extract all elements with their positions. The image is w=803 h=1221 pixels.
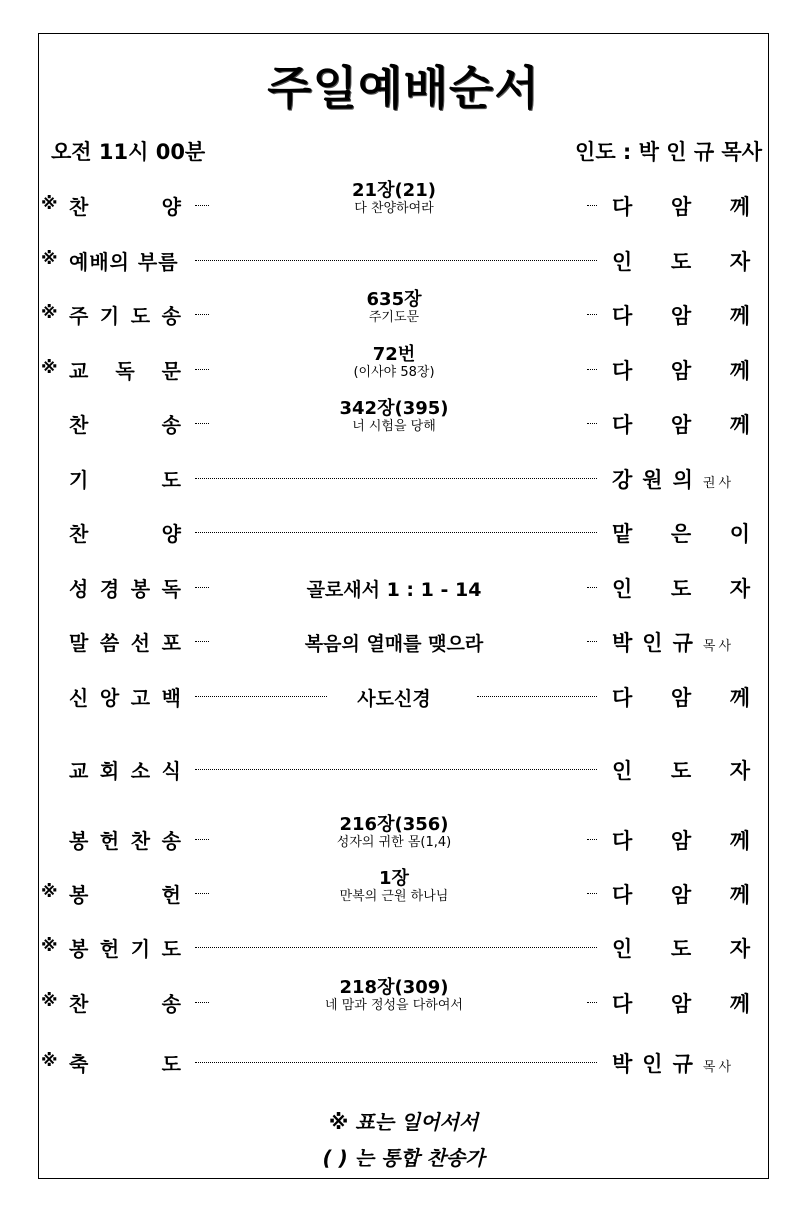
item-name-char: 도 (130, 304, 151, 328)
item-leader (612, 988, 750, 1018)
item-name-char: 도 (161, 937, 181, 961)
item-name-char: 양 (161, 522, 181, 546)
item-name-char: 축 (69, 1052, 89, 1076)
item-leader-char: 맡 (612, 522, 633, 546)
item-leader (612, 409, 750, 439)
hymn-title: 만복의 근원 하나님 (339, 889, 449, 904)
item-leader (612, 879, 750, 909)
leader-dots (587, 587, 597, 588)
leader-dots (195, 314, 209, 315)
hymn-number: 216장(356) (339, 814, 449, 835)
standing-mark: ※ (41, 358, 58, 378)
item-detail (279, 869, 509, 905)
hymn-title: 성자의 귀한 몸(1,4) (336, 835, 452, 850)
item-leader-char: 암 (670, 829, 692, 853)
item-leader-char: 암 (670, 359, 692, 383)
hymn-number: 72번 (372, 344, 416, 365)
item-name-char: 문 (161, 359, 181, 383)
item-leader (612, 464, 750, 494)
item-name-char: 백 (161, 686, 181, 710)
item-leader-char: 도 (670, 937, 692, 961)
item-leader-char: 인 (642, 631, 663, 655)
standing-mark: ※ (41, 991, 58, 1011)
standing-mark: ※ (41, 194, 58, 214)
order-item (39, 814, 768, 864)
item-leader (612, 246, 750, 276)
item-name-char: 선 (130, 631, 151, 655)
order-item (39, 507, 768, 557)
item-leader-char: 께 (729, 304, 750, 328)
item-leader (612, 682, 750, 712)
item-name (69, 879, 181, 908)
item-leader-char: 께 (729, 195, 750, 219)
item-name-char: 말 (69, 631, 89, 655)
item-name-char: 기 (99, 304, 120, 328)
item-name-char: 신 (69, 686, 89, 710)
leader-dots (195, 260, 597, 261)
hymnal-note: ( ) 는 통합 찬송가 (322, 1146, 485, 1170)
hymn-title: 너 시험을 당해 (352, 419, 436, 434)
service-leader: 인도 : 박 인 규 목사 (575, 140, 762, 164)
item-leader-title: 목사 (702, 639, 735, 654)
item-leader-char: 자 (729, 577, 750, 601)
order-item (39, 671, 768, 721)
bulletin-frame (38, 33, 769, 1179)
order-item (39, 453, 768, 503)
item-detail (279, 345, 509, 381)
leader-dots (195, 893, 209, 894)
order-item (39, 344, 768, 394)
item-leader-char: 다 (612, 359, 633, 383)
item-leader-char: 다 (612, 413, 633, 437)
item-name (69, 191, 181, 220)
item-detail: 사도신경 (357, 688, 431, 710)
item-leader-char: 께 (729, 883, 750, 907)
order-item (39, 398, 768, 448)
item-leader-char: 다 (612, 992, 633, 1016)
item-leader-char: 암 (670, 304, 692, 328)
item-leader-char: 규 (672, 631, 693, 655)
item-detail (279, 978, 509, 1014)
item-name-char: 기 (69, 468, 89, 492)
item-detail (279, 181, 509, 217)
item-name-char: 송 (161, 304, 181, 328)
item-name-char: 찬 (69, 413, 89, 437)
item-leader-char: 의 (672, 468, 693, 492)
standing-mark: ※ (41, 303, 58, 323)
item-leader (612, 825, 750, 855)
page-title: 주일예배순서 (267, 61, 540, 115)
leader-dots (587, 205, 597, 206)
item-name (69, 409, 181, 438)
hymn-title: 네 맘과 정성을 다하여서 (325, 998, 463, 1013)
item-leader-char: 께 (729, 992, 750, 1016)
item-leader-char: 암 (670, 686, 692, 710)
order-item (39, 868, 768, 918)
hymn-number: 1장 (379, 868, 409, 889)
item-name-char: 앙 (99, 686, 120, 710)
leader-dots (587, 893, 597, 894)
leader-dots (195, 947, 597, 948)
item-leader-char: 인 (612, 250, 633, 274)
order-item (39, 180, 768, 230)
item-name (69, 988, 181, 1017)
item-detail (279, 399, 509, 435)
item-leader-char: 다 (612, 195, 633, 219)
item-leader-char: 암 (670, 413, 692, 437)
item-leader (612, 1048, 750, 1078)
item-leader-char: 인 (612, 759, 633, 783)
item-name-char: 찬 (69, 522, 89, 546)
service-time: 오전 11시 00분 (51, 140, 206, 164)
item-name (69, 682, 181, 711)
order-item (39, 616, 768, 666)
item-name (69, 825, 181, 854)
hymn-title: (이사야 58장) (353, 365, 435, 380)
item-leader-char: 규 (672, 1052, 693, 1076)
item-detail: 복음의 열매를 맺으라 (304, 633, 484, 655)
item-name-char: 고 (130, 686, 151, 710)
item-leader-char: 도 (670, 250, 692, 274)
item-name (69, 355, 181, 384)
leader-dots (587, 1002, 597, 1003)
order-item (39, 289, 768, 339)
hymn-number: 21장(21) (352, 180, 436, 201)
leader-dots (195, 369, 209, 370)
item-leader (612, 755, 750, 785)
leader-dots (195, 532, 597, 533)
item-name-char: 교 (69, 759, 89, 783)
item-name (69, 518, 181, 547)
item-leader-char: 께 (729, 413, 750, 437)
item-leader-char: 은 (670, 522, 692, 546)
item-name-char: 헌 (161, 883, 181, 907)
leader-dots (587, 369, 597, 370)
item-leader-char: 께 (729, 359, 750, 383)
item-leader-char: 암 (670, 883, 692, 907)
item-leader-char: 원 (642, 468, 663, 492)
item-name-char: 찬 (130, 829, 151, 853)
item-name-char: 식 (161, 759, 181, 783)
standing-note: ※ 표는 일어서서 (328, 1110, 479, 1134)
item-name-char: 송 (161, 413, 181, 437)
item-name-char: 헌 (99, 937, 120, 961)
item-leader-title: 목사 (702, 1060, 735, 1075)
item-leader (612, 573, 750, 603)
standing-mark: ※ (41, 882, 58, 902)
order-item (39, 744, 768, 794)
item-name-char: 씀 (99, 631, 120, 655)
leader-dots (195, 641, 209, 642)
item-name-char: 독 (115, 359, 135, 383)
order-item (39, 562, 768, 612)
standing-mark: ※ (41, 249, 58, 269)
hymn-number: 635장 (366, 289, 422, 310)
leader-dots (195, 1002, 209, 1003)
item-name (69, 464, 181, 493)
item-leader-char: 도 (670, 577, 692, 601)
leader-dots (195, 478, 597, 479)
item-leader-char: 다 (612, 883, 633, 907)
item-leader-char: 자 (729, 250, 750, 274)
item-name (69, 755, 181, 784)
item-name-char: 독 (161, 577, 181, 601)
item-leader (612, 518, 750, 548)
item-leader (612, 300, 750, 330)
item-leader-char: 다 (612, 686, 633, 710)
item-leader-char: 강 (612, 468, 633, 492)
item-name (69, 300, 181, 329)
item-name-char: 성 (69, 577, 89, 601)
item-name-char: 주 (69, 304, 89, 328)
leader-dots (587, 423, 597, 424)
item-leader-char: 다 (612, 304, 633, 328)
leader-dots (587, 839, 597, 840)
item-name (69, 1048, 181, 1077)
leader-dots (587, 314, 597, 315)
item-name-char: 봉 (69, 829, 89, 853)
item-name-char: 양 (161, 195, 181, 219)
item-leader-char: 인 (642, 1052, 663, 1076)
item-leader-char: 인 (612, 577, 633, 601)
item-name-char: 도 (161, 1052, 181, 1076)
item-leader-char: 박 (612, 631, 633, 655)
item-detail (279, 290, 509, 326)
item-name-char: 교 (69, 359, 89, 383)
order-item (39, 922, 768, 972)
item-detail (279, 815, 509, 851)
standing-mark: ※ (41, 1051, 58, 1071)
item-name-char: 봉 (69, 937, 89, 961)
item-leader-char: 이 (729, 522, 750, 546)
item-name-char: 경 (99, 577, 120, 601)
item-leader-char: 도 (670, 759, 692, 783)
item-leader (612, 627, 750, 657)
item-name (69, 246, 181, 275)
item-leader-char: 께 (729, 829, 750, 853)
item-leader (612, 355, 750, 385)
item-leader (612, 933, 750, 963)
order-item (39, 235, 768, 285)
item-leader-char: 인 (612, 937, 633, 961)
leader-dots (587, 641, 597, 642)
item-name-char: 헌 (99, 829, 120, 853)
item-leader-char: 박 (612, 1052, 633, 1076)
leader-dots (195, 587, 209, 588)
item-leader-title: 권사 (702, 476, 735, 491)
hymn-number: 342장(395) (339, 398, 449, 419)
item-leader-char: 자 (729, 937, 750, 961)
item-name-char: 찬 (69, 195, 89, 219)
item-leader-char: 자 (729, 759, 750, 783)
item-name-char: 송 (161, 992, 181, 1016)
item-name-char: 소 (130, 759, 151, 783)
item-name-char: 봉 (69, 883, 89, 907)
item-name-char: 회 (99, 759, 120, 783)
leader-dots (195, 205, 209, 206)
standing-mark: ※ (41, 936, 58, 956)
item-name (69, 627, 181, 656)
item-leader-char: 암 (670, 195, 692, 219)
leader-dots (195, 1062, 597, 1063)
item-name (69, 573, 181, 602)
item-name-char: 봉 (130, 577, 151, 601)
item-detail: 골로새서 1 : 1 - 14 (306, 579, 482, 601)
item-leader-char: 께 (729, 686, 750, 710)
leader-dots (195, 769, 597, 770)
hymn-number: 218장(309) (339, 977, 449, 998)
item-leader-char: 다 (612, 829, 633, 853)
item-name-char: 찬 (69, 992, 89, 1016)
item-name-char: 예배의 부름 (69, 250, 179, 274)
item-name-char: 송 (161, 829, 181, 853)
item-name-char: 도 (161, 468, 181, 492)
leader-dots (195, 839, 209, 840)
item-name-char: 기 (130, 937, 151, 961)
item-name-char: 포 (161, 631, 181, 655)
item-leader (612, 191, 750, 221)
order-item (39, 1037, 768, 1087)
order-item (39, 977, 768, 1027)
item-leader-char: 암 (670, 992, 692, 1016)
hymn-title: 다 찬양하여라 (354, 201, 434, 216)
hymn-title: 주기도문 (368, 310, 420, 325)
item-name (69, 933, 181, 962)
leader-dots (195, 423, 209, 424)
